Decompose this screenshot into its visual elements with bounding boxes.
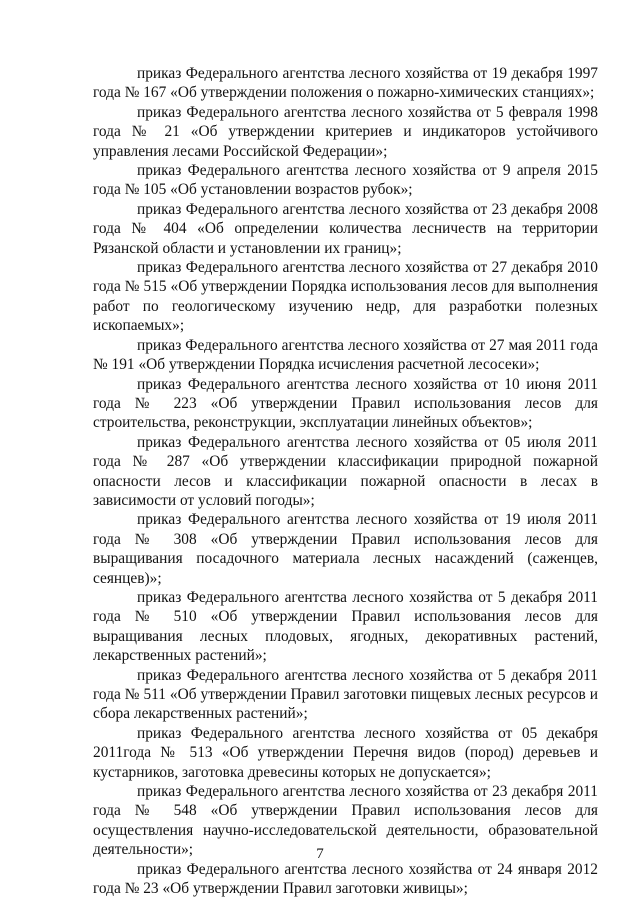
document-body (93, 64, 598, 898)
order-paragraph: приказ Федерального агентства лесного хозяйства от 5 февраля 1998 года № 21 «Об утверждении критериев и индикаторов устойчивого управления лесами Российской Федерации»; (93, 103, 598, 160)
order-paragraph: приказ Федерального агентства лесного хозяйства от 19 июля 2011 года № 308 «Об утверждении Правил использования лесов для выращивания посадочного материала лесных насаждений (саженцев, сеянцев)»; (93, 511, 598, 587)
order-paragraph: приказ Федерального агентства лесного хозяйства от 05 декабря 2011года № 513 «Об утверждении Перечня видов (пород) деревьев и кустарников, заготовка древесины которых не допускается»; (93, 724, 598, 781)
order-paragraph: приказ Федерального агентства лесного хозяйства от 10 июня 2011 года № 223 «Об утверждении Правил использования лесов для строительства, реконструкции, эксплуатации линейных объектов»; (93, 375, 598, 432)
order-paragraph: приказ Федерального агентства лесного хозяйства от 27 мая 2011 года № 191 «Об утверждении Порядка исчисления расчетной лесосеки»; (93, 336, 598, 374)
order-paragraph: приказ Федерального агентства лесного хозяйства от 5 декабря 2011 года № 510 «Об утверждении Правил использования лесов для выращивания лесных плодовых, ягодных, декоративных растений, лекарственных растений»; (93, 588, 598, 665)
order-paragraph: приказ Федерального агентства лесного хозяйства от 19 декабря 1997 года № 167 «Об утверждении положения о пожарно-химических станциях»; (93, 65, 598, 102)
order-paragraph: приказ Федерального агентства лесного хозяйства от 23 декабря 2011 года № 548 «Об утверждении Правил использования лесов для осуществления научно-исследовательской деятельности, образовательной деятельности»; (93, 783, 598, 859)
order-paragraph: приказ Федерального агентства лесного хозяйства от 27 декабря 2010 года № 515 «Об утверждении Порядка использования лесов для выполнения работ по геологическому изучению недр, для разработки полезных ископаемых»; (93, 259, 598, 335)
order-paragraph: приказ Федерального агентства лесного хозяйства от 24 января 2012 года № 23 «Об утверждении Правил заготовки живицы»; (93, 860, 598, 898)
order-paragraph: приказ Федерального агентства лесного хозяйства от 05 июля 2011 года № 287 «Об утверждении классификации природной пожарной опасности лесов и классификации пожарной опасности в лесах в зависимости от условий погоды»; (93, 433, 598, 509)
order-paragraph: приказ Федерального агентства лесного хозяйства от 5 декабря 2011 года № 511 «Об утверждении Правил заготовки пищевых лесных ресурсов и сбора лекарственных растений»; (93, 666, 598, 723)
order-paragraph: приказ Федерального агентства лесного хозяйства от 9 апреля 2015 года № 105 «Об установлении возрастов рубок»; (93, 162, 598, 199)
order-paragraph: приказ Федерального агентства лесного хозяйства от 23 декабря 2008 года № 404 «Об определении количества лесничеств на территории Рязанской области и установлении их границ»; (93, 200, 598, 257)
page-number: 7 (316, 846, 324, 862)
